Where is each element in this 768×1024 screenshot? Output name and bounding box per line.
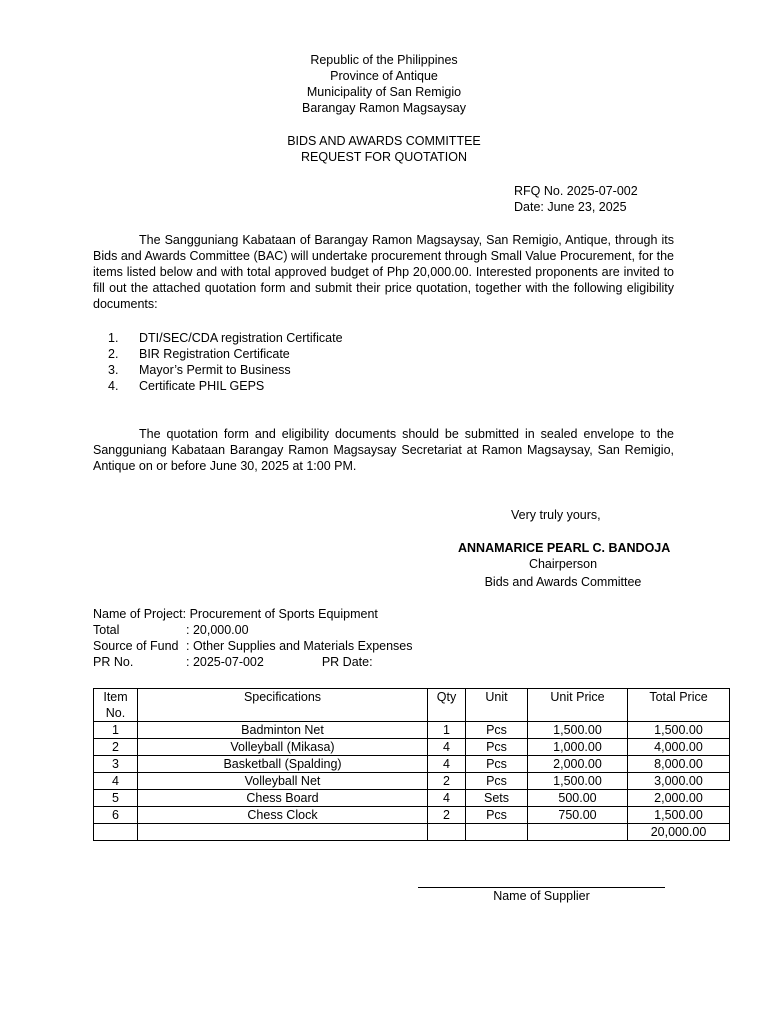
- project-pr-date-label: PR Date:: [321, 655, 373, 669]
- list-item-text: DTI/SEC/CDA registration Certificate: [139, 331, 343, 345]
- table-row: [94, 807, 730, 824]
- project-name-label: Name of Project:: [93, 607, 187, 621]
- cell-item: 5: [94, 790, 138, 807]
- cell-unit: Pcs: [466, 722, 528, 739]
- grand-total: 20,000.00: [628, 824, 730, 841]
- rfq-number: RFQ No. 2025-07-002: [514, 184, 638, 198]
- closing-salutation: Very truly yours,: [511, 508, 601, 522]
- document-heading: [0, 133, 768, 165]
- project-pr-label: PR No.: [93, 655, 134, 669]
- item-header-line: No.: [105, 706, 126, 720]
- project-pr-value: : 2025-07-002: [186, 655, 264, 669]
- table-total-row: [94, 824, 730, 841]
- intro-paragraph: [93, 232, 674, 312]
- project-fund-label: Source of Fund: [93, 639, 179, 653]
- cell-total: 4,000.00: [628, 739, 730, 756]
- column-header-specifications: Specifications: [138, 689, 428, 722]
- project-fund-value: : Other Supplies and Materials Expenses: [186, 639, 413, 653]
- intro-text: The Sangguniang Kabataan of Barangay Ramon Magsaysay, San Remigio, Antique, through its Bids and Awards Committee (BAC) will undertake procurement through Small Value Procurement, for the items listed below and with total approved budget of Php 20,000.00. Interested proponents are invited to fill out the attached quotation form and submit their price quotation, together with the following eligibility documents:: [93, 233, 674, 311]
- cell-unit-price: 1,500.00: [528, 773, 628, 790]
- page-title: REQUEST FOR QUOTATION: [301, 150, 467, 164]
- submission-paragraph: [93, 426, 674, 474]
- list-item-number: 4.: [108, 379, 119, 393]
- list-item: [108, 330, 343, 346]
- project-total-row: [93, 622, 413, 638]
- cell-item: 6: [94, 807, 138, 824]
- cell-empty: [138, 824, 428, 841]
- cell-spec: Chess Board: [138, 790, 428, 807]
- list-item-text: Mayor’s Permit to Business: [139, 363, 291, 377]
- cell-unit: Pcs: [466, 756, 528, 773]
- project-pr-row: [93, 654, 413, 670]
- cell-item: 4: [94, 773, 138, 790]
- list-item-number: 2.: [108, 347, 119, 361]
- rfq-date: Date: June 23, 2025: [514, 200, 627, 214]
- cell-unit: Sets: [466, 790, 528, 807]
- rfq-reference: [514, 183, 638, 215]
- column-header-qty: Qty: [428, 689, 466, 722]
- cell-spec: Volleyball Net: [138, 773, 428, 790]
- cell-unit-price: 1,000.00: [528, 739, 628, 756]
- table-row: [94, 739, 730, 756]
- cell-qty: 1: [428, 722, 466, 739]
- list-item-number: 1.: [108, 331, 119, 345]
- quotation-table: [93, 688, 730, 841]
- cell-unit-price: 2,000.00: [528, 756, 628, 773]
- cell-qty: 4: [428, 756, 466, 773]
- cell-unit-price: 500.00: [528, 790, 628, 807]
- column-header-unit: Unit: [466, 689, 528, 722]
- supplier-name-label: Name of Supplier: [493, 889, 590, 903]
- cell-total: 3,000.00: [628, 773, 730, 790]
- column-header-unit-price: Unit Price: [528, 689, 628, 722]
- table-row: [94, 722, 730, 739]
- cell-empty: [528, 824, 628, 841]
- letterhead-line: Republic of the Philippines: [310, 53, 458, 67]
- cell-unit: Pcs: [466, 773, 528, 790]
- cell-total: 1,500.00: [628, 807, 730, 824]
- cell-qty: 4: [428, 739, 466, 756]
- signatory-name: ANNAMARICE PEARL C. BANDOJA: [458, 541, 671, 555]
- cell-qty: 2: [428, 807, 466, 824]
- cell-spec: Badminton Net: [138, 722, 428, 739]
- project-total-value: : 20,000.00: [186, 623, 249, 637]
- cell-unit-price: 1,500.00: [528, 722, 628, 739]
- project-total-label: Total: [93, 623, 120, 637]
- cell-unit-price: 750.00: [528, 807, 628, 824]
- list-item: [108, 378, 343, 394]
- item-header-line: Item: [103, 690, 128, 704]
- project-fund-row: [93, 638, 413, 654]
- table-row: [94, 756, 730, 773]
- table-header-row: [94, 689, 730, 722]
- project-details: [93, 606, 413, 670]
- cell-total: 1,500.00: [628, 722, 730, 739]
- cell-item: 2: [94, 739, 138, 756]
- cell-total: 2,000.00: [628, 790, 730, 807]
- list-item: [108, 362, 343, 378]
- cell-empty: [94, 824, 138, 841]
- letterhead-line: Barangay Ramon Magsaysay: [302, 101, 466, 115]
- cell-qty: 2: [428, 773, 466, 790]
- cell-spec: Volleyball (Mikasa): [138, 739, 428, 756]
- cell-item: 3: [94, 756, 138, 773]
- letterhead-line: Municipality of San Remigio: [306, 85, 462, 99]
- letterhead-line: Province of Antique: [330, 69, 438, 83]
- table-row: [94, 790, 730, 807]
- requirements-list: [108, 330, 343, 394]
- project-name-row: [93, 606, 413, 622]
- column-header-item: [94, 689, 138, 722]
- cell-total: 8,000.00: [628, 756, 730, 773]
- list-item-number: 3.: [108, 363, 119, 377]
- table-row: [94, 773, 730, 790]
- cell-unit: Pcs: [466, 739, 528, 756]
- committee-title: BIDS AND AWARDS COMMITTEE: [287, 134, 481, 148]
- project-name-value: Procurement of Sports Equipment: [189, 607, 378, 621]
- list-item-text: Certificate PHIL GEPS: [139, 379, 265, 393]
- list-item: [108, 346, 343, 362]
- cell-empty: [466, 824, 528, 841]
- cell-qty: 4: [428, 790, 466, 807]
- supplier-signature-line: [418, 887, 665, 888]
- submission-text: The quotation form and eligibility documents should be submitted in sealed envelope to the Sangguniang Kabataan Barangay Ramon Magsaysay Secretariat at Ramon Magsaysay, San Remigio, Antique on or before June 30, 2025 at 1:00 PM.: [93, 427, 674, 473]
- column-header-total-price: Total Price: [628, 689, 730, 722]
- signatory-position: Chairperson: [528, 557, 598, 571]
- list-item-text: BIR Registration Certificate: [139, 347, 290, 361]
- letterhead: [0, 52, 768, 116]
- cell-spec: Basketball (Spalding): [138, 756, 428, 773]
- signatory-office: Bids and Awards Committee: [484, 575, 642, 589]
- cell-item: 1: [94, 722, 138, 739]
- cell-unit: Pcs: [466, 807, 528, 824]
- cell-spec: Chess Clock: [138, 807, 428, 824]
- signatory-block: [458, 540, 671, 590]
- cell-empty: [428, 824, 466, 841]
